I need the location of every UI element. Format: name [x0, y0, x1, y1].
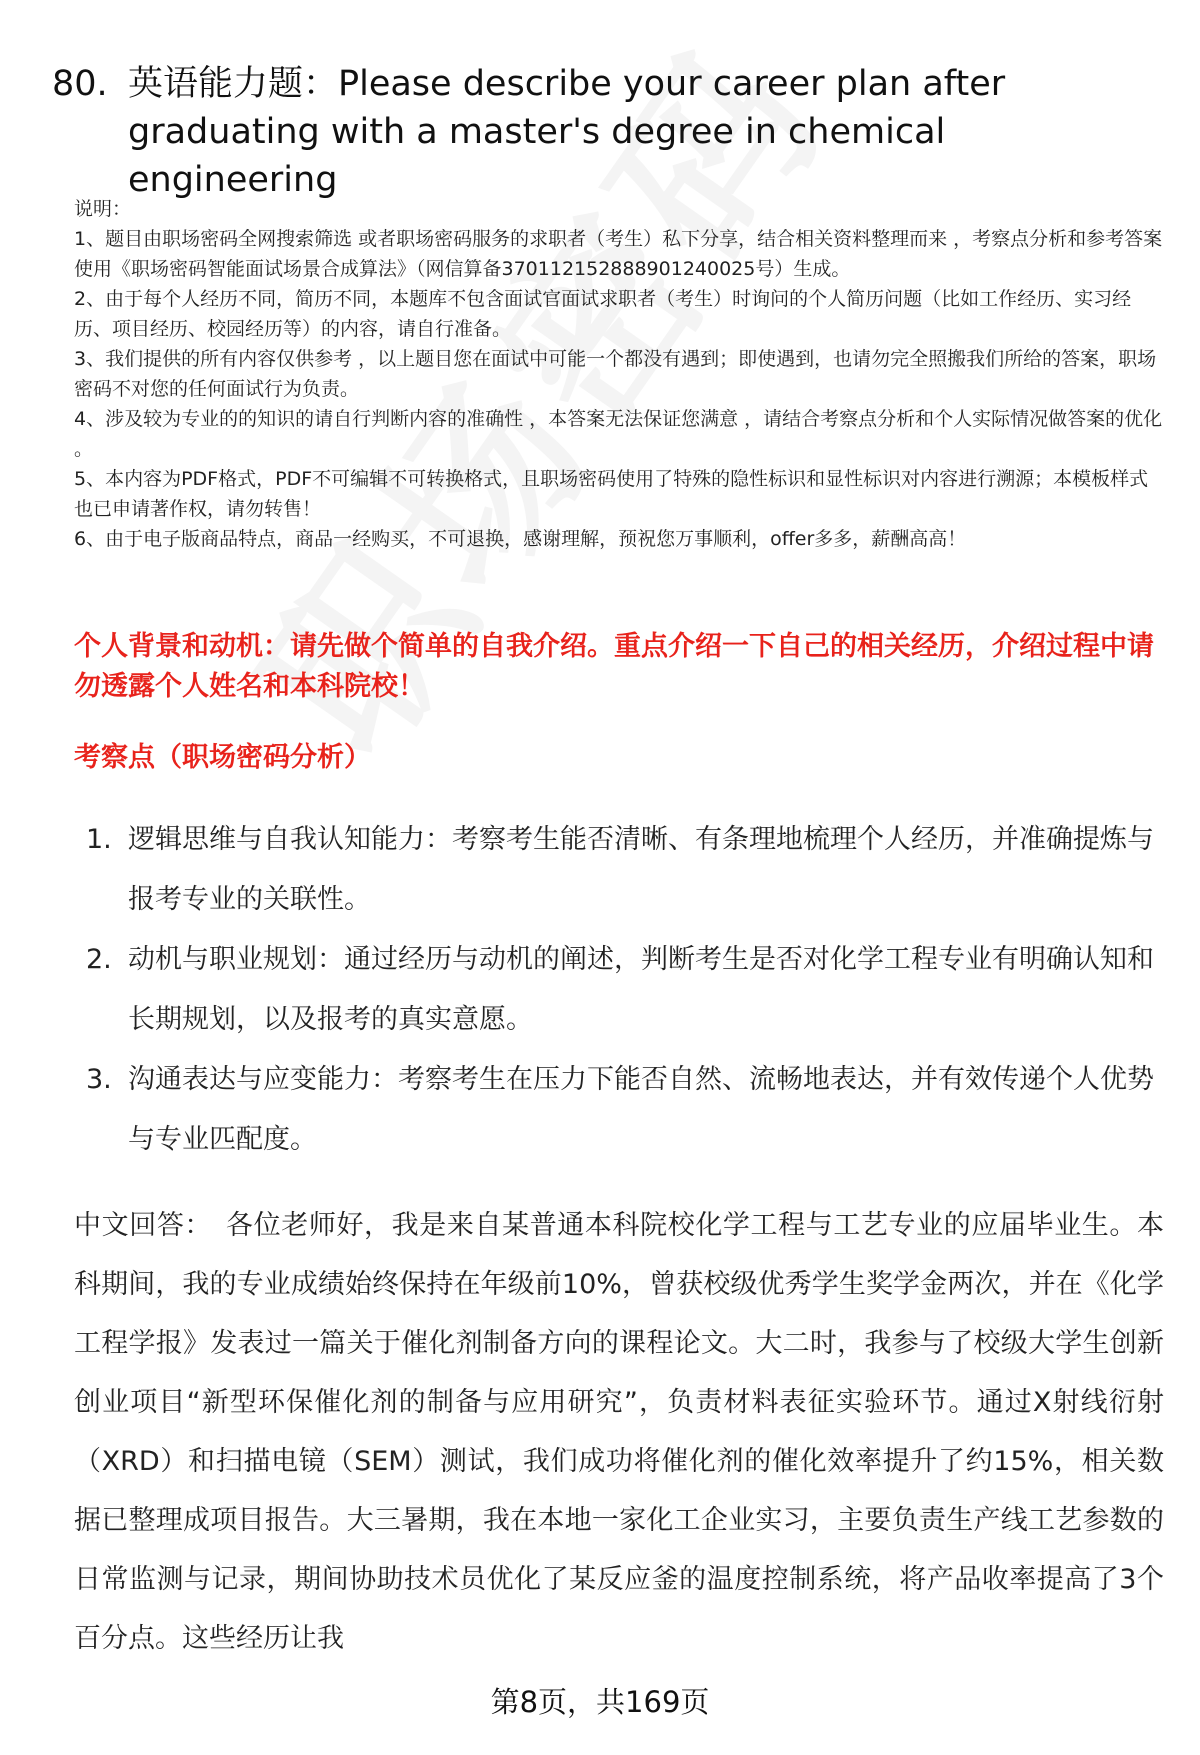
point-number: 2.	[86, 944, 112, 975]
point-number: 1.	[86, 824, 112, 855]
note-item: 3、我们提供的所有内容仅供参考 ，以上题目您在面试中可能一个都没有遇到；即使遇到，也请勿完全照搬我们所给的答案，职场密码不对您的任何面试行为负责。	[74, 348, 1157, 400]
analysis-points	[74, 810, 1164, 1170]
notes-section	[74, 194, 1164, 554]
answer-paragraph	[74, 1196, 1164, 1668]
note-item: 6、由于电子版商品特点，商品一经购买，不可退换，感谢理解，预祝您万事顺利，offer多多，薪酬高高！	[74, 528, 967, 550]
point-number: 3.	[86, 1064, 112, 1095]
question-title	[52, 60, 1162, 204]
point-text: 逻辑思维与自我认知能力：考察考生能否清晰、有条理地梳理个人经历，并准确提炼与报考专业的关联性。	[128, 824, 1154, 915]
question-number: 80.	[52, 64, 108, 104]
analysis-point	[74, 1050, 1164, 1170]
note-item: 5、本内容为PDF格式，PDF不可编辑不可转换格式，且职场密码使用了特殊的隐性标识和显性标识对内容进行溯源；本模板样式也已申请著作权，请勿转售！	[74, 468, 1149, 520]
note-item: 4、涉及较为专业的的知识的请自行判断内容的准确性 ，本答案无法保证您满意 ，请结合考察点分析和个人实际情况做答案的优化 。	[74, 408, 1163, 460]
note-item: 2、由于每个人经历不同，简历不同，本题库不包含面试官面试求职者（考生）时询问的个人简历问题（比如工作经历、实习经历、项目经历、校园经历等）的内容，请自行准备。	[74, 288, 1132, 340]
analysis-point	[74, 930, 1164, 1050]
notes-heading: 说明：	[74, 198, 132, 220]
question-text: 英语能力题：Please describe your career plan after graduating with a master's degree in chemical engineering	[128, 64, 1006, 200]
note-item: 1、题目由职场密码全网搜索筛选 或者职场密码服务的求职者（考生）私下分享，结合相关资料整理而来 ，考察点分析和参考答案使用《职场密码智能面试场景合成算法》（网信算备370112152888901240025号）生成。	[74, 228, 1163, 280]
point-text: 沟通表达与应变能力：考察考生在压力下能否自然、流畅地表达，并有效传递个人优势与专业匹配度。	[128, 1064, 1154, 1155]
background-heading: 个人背景和动机：请先做个简单的自我介绍。重点介绍一下自己的相关经历，介绍过程中请勿透露个人姓名和本科院校！	[74, 631, 1154, 702]
answer-text: 各位老师好，我是来自某普通本科院校化学工程与工艺专业的应届毕业生。本科期间，我的专业成绩始终保持在年级前10%，曾获校级优秀学生奖学金两次，并在《化学工程学报》发表过一篇关于催化剂制备方向的课程论文。大二时，我参与了校级大学生创新创业项目“新型环保催化剂的制备与应用研究”，负责材料表征实验环节。通过X射线衍射（XRD）和扫描电镜（SEM）测试，我们成功将催化剂的催化效率提升了约15%，相关数据已整理成项目报告。大三暑期，我在本地一家化工企业实习，主要负责生产线工艺参数的日常监测与记录，期间协助技术员优化了某反应釜的温度控制系统，将产品收率提高了3个百分点。这些经历让我	[74, 1210, 1165, 1654]
point-text: 动机与职业规划：通过经历与动机的阐述，判断考生是否对化学工程专业有明确认知和长期规划，以及报考的真实意愿。	[128, 944, 1154, 1035]
analysis-heading: 考察点（职场密码分析）	[74, 742, 371, 773]
answer-label: 中文回答：	[74, 1210, 213, 1241]
analysis-point	[74, 810, 1164, 930]
page-footer: 第8页，共169页	[490, 1685, 710, 1719]
